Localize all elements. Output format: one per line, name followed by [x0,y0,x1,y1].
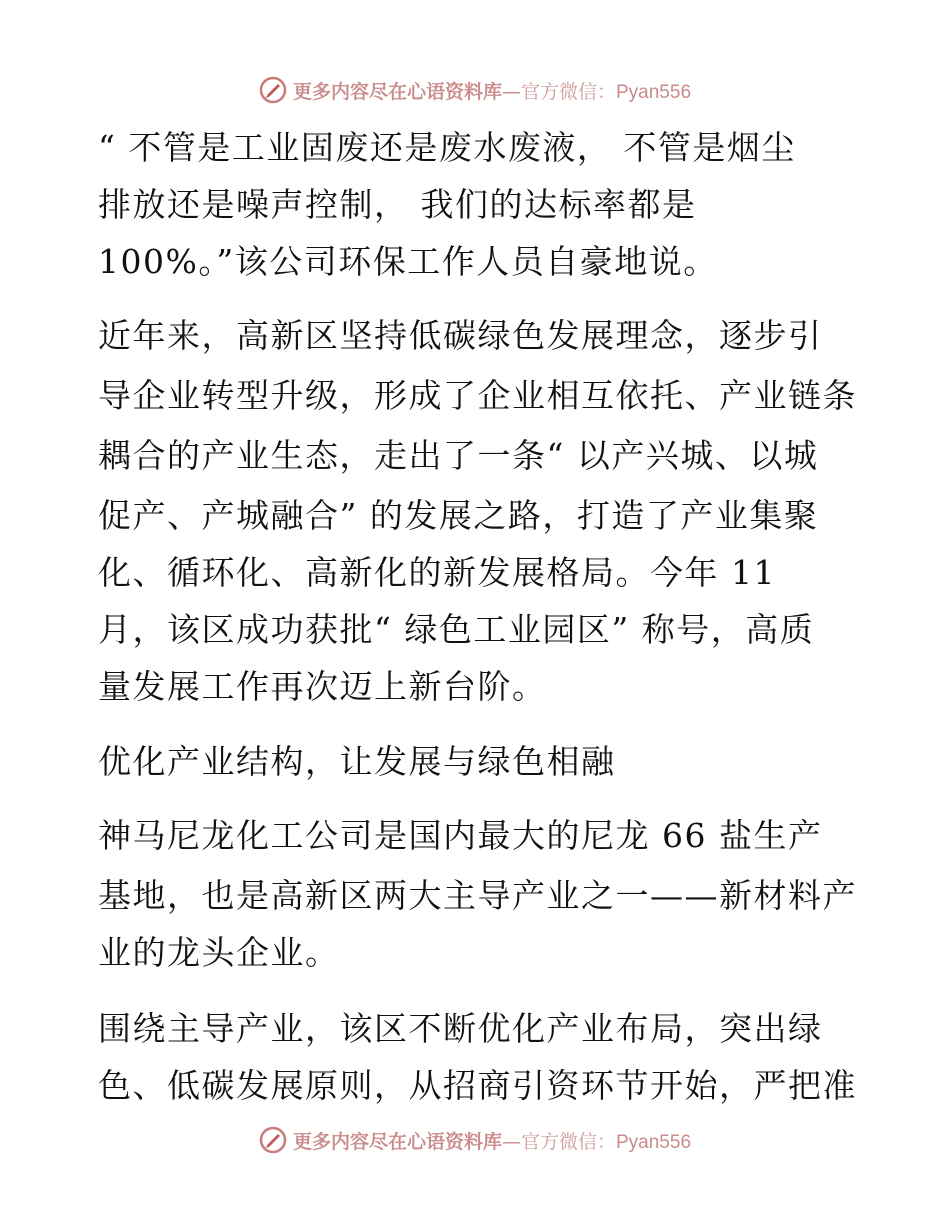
text-line: 围绕主导产业，该区不断优化产业布局，突出绿 [98,1009,823,1048]
logo-icon [259,76,287,104]
text-line: 排放还是噪声控制， 我们的达标率都是 [98,185,697,224]
text-line: 量发展工作再次迈上新台阶。 [98,667,547,706]
watermark-text: 更多内容尽在心语资料库—官方微信：Pyan556 [292,80,692,103]
text-line: 月，该区成功获批“ 绿色工业园区” 称号，高质 [98,610,815,649]
logo-icon [259,1126,287,1154]
section-heading: 优化产业结构，让发展与绿色相融 [98,742,616,781]
watermark-text: 更多内容尽在心语资料库—官方微信：Pyan556 [292,1130,692,1153]
text-line: 近年来，高新区坚持低碳绿色发展理念，逐步引 [98,316,823,355]
text-line: 基地，也是高新区两大主导产业之一——新材料产 [98,876,857,915]
text-line: 神马尼龙化工公司是国内最大的尼龙 66 盐生产 [98,816,823,855]
watermark-banner-bottom [0,1122,950,1158]
text-line: 促产、产城融合” 的发展之路，打造了产业集聚 [98,496,819,535]
text-line: 100%。”该公司环保工作人员自豪地说。 [98,242,718,281]
text-line: “ 不管是工业固废还是废水废液， 不管是烟尘 [98,128,796,167]
text-line: 化、循环化、高新化的新发展格局。今年 11 [98,553,776,592]
text-line: 业的龙头企业。 [98,933,340,972]
text-line: 导企业转型升级，形成了企业相互依托、产业链条 [98,376,857,415]
text-line: 耦合的产业生态，走出了一条“ 以产兴城、以城 [98,436,819,475]
text-line: 色、低碳发展原则，从招商引资环节开始，严把准 [98,1066,857,1105]
watermark-banner-top [0,72,950,108]
